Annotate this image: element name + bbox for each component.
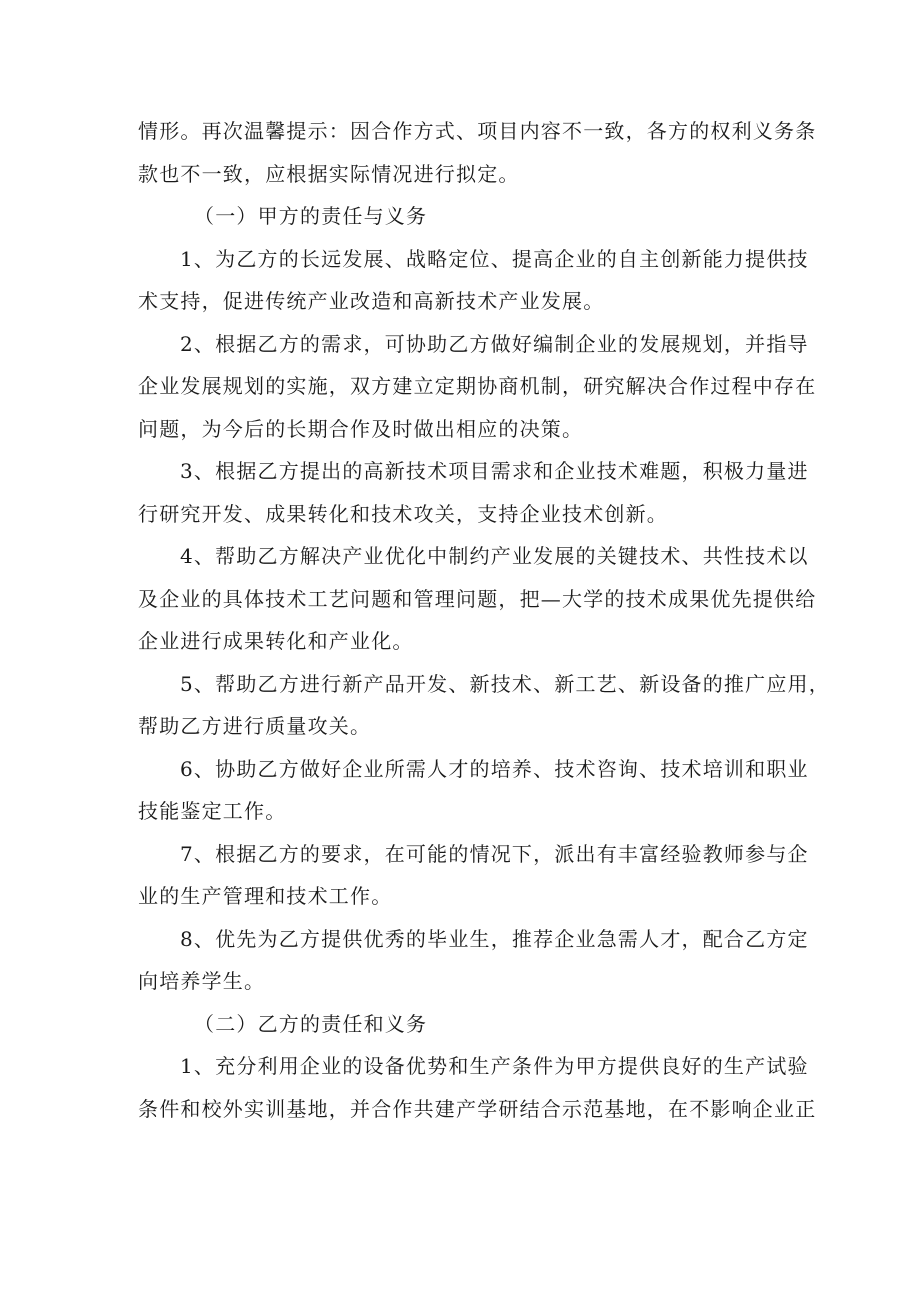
paragraph-line: 帮助乙方进行质量攻关。 [138, 714, 372, 738]
paragraph-line: 行研究开发、成果转化和技术攻关，支持企业技术创新。 [138, 501, 668, 526]
section-heading [138, 195, 788, 238]
paragraph-line: 业的生产管理和技术工作。 [138, 884, 393, 908]
paragraph-line: 企业进行成果转化和产业化。 [138, 629, 414, 653]
paragraph-line: 技能鉴定工作。 [138, 799, 287, 823]
paragraph-line: 术支持，促进传统产业改造和高新技术产业发展。 [138, 289, 605, 313]
paragraph-line: 1、为乙方的长远发展、战略定位、提高企业的自主创新能力提供技 [180, 246, 809, 271]
paragraph-line: 8、优先为乙方提供优秀的毕业生，推荐企业急需人才，配合乙方定 [180, 926, 809, 951]
paragraph-line: 6、协助乙方做好企业所需人才的培养、技术咨询、技术培训和职业 [180, 756, 809, 781]
section-heading-text: （二）乙方的责任和义务 [194, 1011, 428, 1036]
section-heading [138, 1003, 788, 1046]
paragraph-line: 款也不一致，应根据实际情况进行拟定。 [138, 161, 520, 186]
paragraph-line: 5、帮助乙方进行新产品开发、新技术、新工艺、新设备的推广应用， [180, 671, 830, 696]
paragraph-line: 及企业的具体技术工艺问题和管理问题，把—大学的技术成果优先提供给 [138, 586, 817, 611]
paragraph [138, 918, 809, 1003]
paragraph-line: 情形。再次温馨提示：因合作方式、项目内容不一致，各方的权利义务条 [138, 119, 817, 143]
paragraph [138, 748, 809, 833]
paragraph-line: 3、根据乙方提出的高新技术项目需求和企业技术难题，积极力量进 [180, 459, 809, 483]
paragraph [138, 535, 817, 663]
document-body [138, 110, 830, 1130]
paragraph-line: 7、根据乙方的要求，在可能的情况下，派出有丰富经验教师参与企 [180, 841, 809, 866]
paragraph [138, 833, 809, 918]
paragraph [138, 323, 817, 451]
paragraph [138, 110, 817, 195]
paragraph [138, 663, 830, 748]
paragraph-line: 向培养学生。 [138, 969, 266, 993]
paragraph-line: 4、帮助乙方解决产业优化中制约产业发展的关键技术、共性技术以 [180, 544, 809, 568]
paragraph-line: 条件和校外实训基地，并合作共建产学研结合示范基地，在不影响企业正 [138, 1096, 817, 1121]
paragraph [138, 238, 809, 323]
section-heading-text: （一）甲方的责任与义务 [194, 204, 428, 228]
paragraph-line: 企业发展规划的实施，双方建立定期协商机制，研究解决合作过程中存在 [138, 374, 817, 398]
paragraph [138, 1045, 817, 1130]
paragraph-line: 问题，为今后的长期合作及时做出相应的决策。 [138, 416, 584, 441]
paragraph [138, 450, 809, 535]
paragraph-line: 2、根据乙方的需求，可协助乙方做好编制企业的发展规划，并指导 [180, 331, 809, 356]
paragraph-line: 1、充分利用企业的设备优势和生产条件为甲方提供良好的生产试验 [180, 1054, 809, 1078]
